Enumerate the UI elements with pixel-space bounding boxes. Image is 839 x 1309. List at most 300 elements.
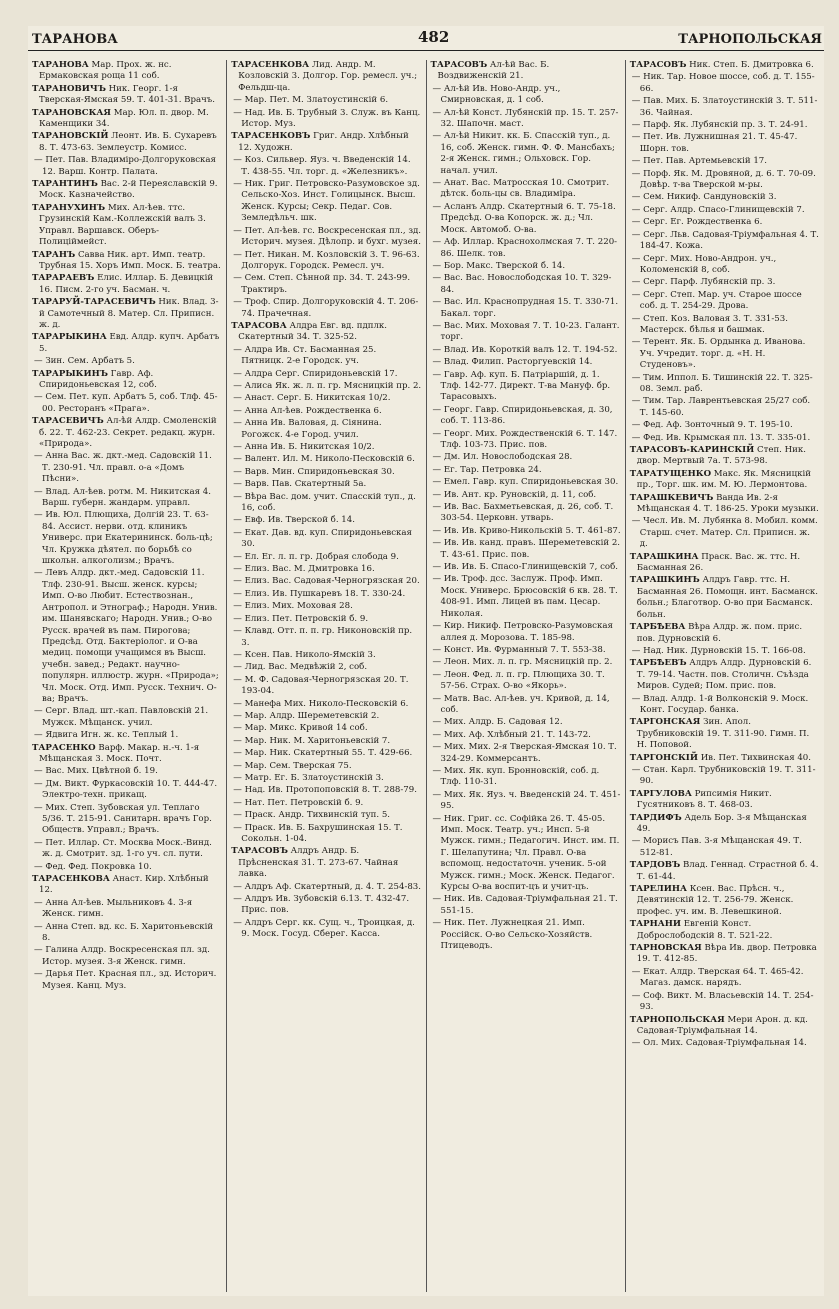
- directory-entry: [630, 884, 820, 918]
- directory-entry: [431, 84, 621, 107]
- entry-details: — Мих. Алдр. Б. Садовая 12.: [432, 717, 563, 728]
- entry-details: — Матв. Вас. Ал-ѣев. уч. Кривой, д. 14, соб.: [432, 693, 610, 715]
- entry-details: — Над. Ив. Протопоповскій 8. Т. 288-79.: [233, 785, 417, 796]
- entry-details: Ник. Георг. 1-я Тверская-Ямская 59. Т. 401-31. Врачъ.: [39, 83, 215, 106]
- entry-details: — Аф. Иллар. Краснохолмская 7. Т. 220-86. Шелк. тов.: [432, 237, 618, 259]
- entry-surname: ТАРАСЕНКОВА: [32, 874, 110, 885]
- entry-details: — Фед. Фед. Покровка 10.: [34, 861, 152, 872]
- directory-entry: [231, 894, 421, 917]
- directory-entry: [431, 790, 621, 813]
- entry-details: — Ив. Вас. Бахметьевская, д. 26, соб. Т. 303-54. Церковн. утварь.: [432, 502, 614, 524]
- entry-details: — Мих. Як. куп. Бронновскій, соб. д. Тлф. 110-31.: [432, 765, 600, 788]
- directory-entry: [431, 918, 621, 952]
- directory-entry: [231, 492, 421, 515]
- entry-details: Макс. Як. Мясницкій пр., Торг. шк. им. М. Ю. Лермонтова.: [636, 468, 812, 491]
- directory-entry: [231, 381, 421, 392]
- directory-entry: [630, 753, 820, 764]
- directory-entry: [231, 589, 421, 600]
- entry-surname: ТАРБѢЕВА: [629, 622, 686, 633]
- entry-details: — Алдръ Ив. Зубовскій 6.13. Т. 432-47. Прис. пов.: [233, 894, 410, 916]
- entry-details: — Праск. Андр. Тихвинскій туп. 5.: [233, 810, 391, 821]
- directory-entry: [630, 552, 820, 575]
- entry-details: — Порф. Як. М. Дровяной, д. 6. Т. 70-09. Довѣр. т-ва Тверской м-ры.: [631, 168, 816, 191]
- entry-details: Ксен. Вас. Прѣсн. ч., Девятинскій 12. Т. 256-79. Женск. профес. уч. им. В. Левешкиной.: [636, 884, 794, 917]
- entry-details: — Ник. Ив. Садовая-Тріумфальная 21. Т. 551-15.: [432, 894, 618, 916]
- directory-entry: [231, 131, 421, 154]
- directory-entry: [231, 369, 421, 380]
- directory-entry: [630, 493, 820, 516]
- entry-details: — Тим. Тар. Лаврентьевская 25/27 соб. Т. 145-60.: [631, 396, 811, 418]
- directory-entry: [630, 60, 820, 71]
- directory-entry: [431, 261, 621, 272]
- entry-details: Алдра Евг. вд. пдплк. Скатертный 34. Т. 325-52.: [238, 320, 388, 343]
- entry-details: — Ник. Пет. Лужнецкая 21. Имп. Россійск. О-во Сельско-Хозяйств. Птицеводъ.: [432, 918, 593, 952]
- entry-surname: ТАРДОВЪ: [629, 860, 681, 871]
- directory-entry: [231, 250, 421, 273]
- entry-details: Ник. Степ. Б. Дмитровка 6.: [689, 60, 814, 70]
- entry-details: — Варв. Мин. Спиридоньевская 30.: [233, 466, 395, 477]
- directory-entry: [32, 155, 222, 178]
- entry-surname: ТАРАРУЙ-ТАРАСЕВИЧЪ: [32, 297, 156, 308]
- entry-details: Анаст. Кир. Хлѣбный 12.: [39, 874, 209, 896]
- entry-details: — Георг. Гавр. Спиридоньевская, д. 30, соб. Т. 113-86.: [432, 404, 613, 427]
- entry-details: — Леон. Фед. л. п. гр. Плющиха 30. Т. 57-56. Страх. О-во «Якорь».: [432, 669, 605, 692]
- directory-entry: [231, 723, 421, 734]
- directory-entry: [231, 601, 421, 612]
- entry-details: Алдръ Гавр. ттс. Н. Басманная 26. Помощн. инт. Басманск. больн.; Благотвор. О-во при Басманск. больн.: [636, 575, 819, 620]
- entry-details: — Алдръ Аф. Скатертный, д. 4. Т. 254-83.: [233, 881, 422, 892]
- entry-details: — Серг. Алдр. Спасо-Глинищевскій 7.: [631, 204, 805, 215]
- entry-details: — Асланъ Алдр. Скатертный 6. Т. 75-18. Предсѣд. О-ва Копорск. ж. д.; Чл. Моск. Автомоб. О-ва.: [432, 201, 616, 235]
- entry-details: Лид. Андр. М. Козловскій 3. Долгор. Гор. ремесл. уч.; Фельдш-ца.: [238, 60, 418, 93]
- directory-entry: [630, 254, 820, 277]
- entry-surname: ТАРАСЕНКОВА: [231, 60, 310, 70]
- entry-details: — Дм. Викт. Фуркасовскій 10. Т. 444-47. Электро-техн. прикащ.: [34, 778, 218, 801]
- running-header: [28, 26, 824, 51]
- entry-details: — Ник. Григ. сс. Софійка 26. Т. 45-05. Имп. Моск. Театр. уч.; Инсп. 5-й Мужск. гимн.; Педагогич. Инст. им. П. Г. Шелапутина; Чл. Правл. О-ва вспомощ. недостаточн. ученик. 5-ой Мужск. гимн.; Моск. Женск. Педагог. Курсы О-ва воспит-цъ и учит-цъ.: [432, 813, 620, 893]
- entry-details: — Троф. Спир. Долгоруковскій 4. Т. 206-74. Прачечная.: [233, 297, 419, 319]
- entry-details: — Манефа Мих. Николо-Песковскій 6.: [233, 698, 409, 709]
- directory-entry: [231, 418, 421, 441]
- directory-entry: [630, 1015, 820, 1038]
- directory-entry: [32, 510, 222, 567]
- entry-details: Ив. Пет. Тихвинская 40.: [700, 752, 812, 763]
- directory-entry: [630, 290, 820, 313]
- directory-entry: [431, 694, 621, 717]
- directory-entry: [231, 442, 421, 453]
- directory-entry: [231, 564, 421, 575]
- directory-entry: [431, 742, 621, 765]
- entry-details: — Алдра Ив. Ст. Басманная 25. Пятницк. 2-е Городск. уч.: [233, 344, 377, 367]
- entry-surname: ТАРАСЕНКО: [32, 742, 96, 753]
- directory-entry: [231, 798, 421, 809]
- directory-entry: [431, 108, 621, 131]
- directory-entry: [231, 467, 421, 478]
- directory-entry: [231, 675, 421, 698]
- entry-surname: ТАРНОПОЛЬСКАЯ: [629, 1014, 725, 1025]
- directory-entry: [32, 922, 222, 945]
- entry-surname: ТАРАСОВЪ: [629, 60, 687, 70]
- directory-entry: [630, 469, 820, 492]
- directory-entry: [431, 477, 621, 488]
- directory-entry: [630, 860, 820, 883]
- column-3: [427, 60, 626, 1292]
- directory-entry: [431, 670, 621, 693]
- entry-details: — Пав. Мих. Б. Златоустинскій 3. Т. 511-36. Чайная.: [631, 96, 818, 118]
- directory-entry: [32, 568, 222, 705]
- directory-entry: [431, 766, 621, 789]
- entry-details: — Елиз. Ив. Пушкаревъ 18. Т. 330-24.: [233, 588, 406, 599]
- entry-surname: ТАРАТУЩЕНКО: [629, 468, 712, 479]
- entry-details: — Влад. Алдр. 1-й Волконскій 9. Моск. Конт. Государ. банка.: [631, 693, 809, 715]
- entry-details: — Вас. Вас. Новослободская 10. Т. 329-84.: [432, 273, 612, 295]
- entry-details: — Бор. Макс. Тверской б. 14.: [432, 260, 566, 271]
- entry-details: — Ксен. Пав. Николо-Ямскій 3.: [233, 649, 376, 660]
- directory-entry: [231, 393, 421, 404]
- entry-details: Савва Ник. арт. Имп. театр. Трубная 15. Хоръ Имп. Моск. Б. театра.: [39, 249, 221, 271]
- directory-entry: [431, 321, 621, 344]
- directory-entry: [32, 838, 222, 861]
- entry-details: — Конст. Ив. Фурманный 7. Т. 553-38.: [432, 644, 606, 655]
- entry-details: — Мар. Ник. М. Харитоньевскій 7.: [233, 735, 391, 746]
- directory-entry: [231, 882, 421, 893]
- entry-details: — Елиз. Мих. Моховая 28.: [233, 601, 353, 612]
- directory-entry: [231, 846, 421, 880]
- entry-details: — Клавд. Отт. п. п. гр. Никоновскій пр. 3.: [233, 626, 413, 648]
- directory-entry: [32, 779, 222, 802]
- directory-entry: [231, 761, 421, 772]
- entry-details: — Мих. Степ. Зубовская ул. Теплаго 5/36. Т. 215-91. Санитарн. врачъ Гор. Обществ. Управл.; Врачъ.: [34, 802, 212, 836]
- header-left-word: ТАРАНОВА: [32, 32, 118, 47]
- entry-details: — Коз. Сильвер. Яуз. ч. Введенскій 14. Т. 438-55. Чл. торг. д. «Железникъ».: [233, 155, 411, 177]
- entry-details: — Емел. Гавр. куп. Спиридоньевская 30.: [432, 477, 619, 488]
- entry-details: Ник. Влад. 3-й Самотечный 8. Матер. Сл. Приписн. ж. д.: [39, 297, 219, 330]
- entry-details: — Гавр. Аф. куп. Б. Патріаршій, д. 1. Тлф. 142-77. Директ. Т-ва Мануф. бр. Тарасовыхъ.: [432, 369, 611, 403]
- directory-entry: [431, 60, 621, 83]
- directory-entry: [32, 451, 222, 485]
- directory-entry: [630, 96, 820, 119]
- entry-details: — Мар. Микс. Кривой 14 соб.: [233, 723, 368, 734]
- entry-details: — Над. Ив. Б. Трубный 3. Служ. въ Канц. Истор. Муз.: [233, 107, 421, 130]
- directory-entry: [630, 337, 820, 371]
- entry-surname: ТАРБѢЕВЪ: [629, 658, 687, 669]
- entry-details: — Алиса Як. ж. л. п. гр. Мясницкій пр. 2.: [233, 380, 422, 391]
- entry-details: — Мар. Алдр. Шереметевскій 2.: [233, 710, 380, 721]
- directory-entry: [32, 84, 222, 107]
- entry-details: — Парф. Як. Лубянскій пр. 3. Т. 24-91.: [631, 120, 808, 131]
- directory-entry: [32, 332, 222, 355]
- entry-details: — Елиз. Вас. М. Дмитровка 16.: [233, 564, 375, 575]
- entry-details: Елис. Иллар. Б. Девицкій 16. Писм. 2-го уч. Басман. ч.: [39, 273, 214, 295]
- entry-details: Гавр. Аф. Спиридоньевская 12, соб.: [39, 368, 157, 390]
- directory-entry: [431, 131, 621, 177]
- directory-entry: [32, 487, 222, 510]
- entry-details: Ванда Ив. 2-я Мѣщанская 4. Т. 186-25. Уроки музыки.: [636, 492, 819, 515]
- entry-surname: ТАРАРЫКИНА: [32, 332, 107, 343]
- directory-entry: [630, 765, 820, 788]
- directory-entry: [431, 429, 621, 452]
- entry-details: — Алдръ Серг. кк. Сущ. ч., Троицкая, д. 9. Моск. Госуд. Сберег. Касса.: [233, 917, 415, 940]
- entry-details: — Мар. Ник. Скатертный 55. Т. 429-66.: [233, 748, 413, 759]
- directory-entry: [630, 919, 820, 942]
- entry-details: — Кир. Никиф. Петровско-Разумовская аллея д. Морозова. Т. 185-98.: [432, 621, 613, 643]
- entry-details: Ал-ѣй Алдр. Смоленскій б. 22. Т. 462-23. Секрет. редакц. журн. «Природа».: [39, 416, 217, 449]
- entry-surname: ТАРАНТИНЪ: [32, 179, 98, 190]
- entry-surname: ТАРАСЕВИЧЪ: [32, 416, 104, 427]
- entry-details: — Екат. Алдр. Тверская 64. Т. 465-42. Магаз. дамск. нарядъ.: [631, 966, 804, 989]
- entry-surname: ТАРАШКИНА: [629, 551, 699, 562]
- entry-details: — Анна Ал-ѣев. Рождественка 6.: [233, 405, 382, 416]
- entry-details: — Анна Ив. Валовая, д. Сіянина. Рогожск. 4-е Город. учил.: [233, 418, 382, 440]
- directory-entry: [630, 396, 820, 419]
- directory-entry: [231, 699, 421, 710]
- entry-details: — Ол. Мих. Садовая-Тріумфальная 14.: [631, 1038, 807, 1049]
- directory-entry: [431, 465, 621, 476]
- directory-entry: [431, 297, 621, 320]
- entry-details: — Варв. Пав. Скатертный 5а.: [233, 479, 367, 490]
- entry-details: — Серг. Степ. Мар. уч. Старое шоссе соб. д. Т. 254-29. Дрова.: [631, 289, 802, 312]
- directory-entry: [630, 694, 820, 717]
- directory-entry: [32, 416, 222, 450]
- header-right-word: ТАРНОПОЛЬСКАЯ: [678, 32, 822, 47]
- entry-details: Адель Бор. 3-я Мѣщанская 49.: [636, 812, 807, 834]
- entry-details: Мар. Прох. ж. нс. Ермаковская роща 11 соб.: [39, 60, 172, 82]
- column-4: [626, 60, 824, 1292]
- entry-details: — Ег. Тар. Петровка 24.: [432, 464, 542, 475]
- entry-details: — Мих. Як. Яуз. ч. Введенскій 24. Т. 451-95.: [432, 789, 621, 812]
- entry-surname: ТАРАСОВЪ: [231, 846, 288, 857]
- directory-entry: [231, 155, 421, 178]
- entry-details: Евд. Алдр. купч. Арбатъ 5.: [39, 332, 220, 354]
- directory-entry: [630, 72, 820, 95]
- directory-entry: [32, 969, 222, 992]
- entry-columns: [28, 60, 824, 1292]
- directory-entry: [231, 748, 421, 759]
- directory-entry: [630, 420, 820, 431]
- entry-surname: ТАРАНЪ: [32, 249, 76, 260]
- entry-details: — Вас. Мих. Моховая 7. Т. 10-23. Галант. торг.: [432, 320, 620, 343]
- directory-entry: [32, 356, 222, 367]
- directory-entry: [431, 178, 621, 201]
- directory-entry: [431, 452, 621, 463]
- directory-entry: [231, 626, 421, 649]
- directory-entry: [431, 574, 621, 620]
- entry-surname: ТАРГОНСКАЯ: [629, 717, 701, 728]
- directory-entry: [630, 373, 820, 396]
- entry-details: — Ал-ѣй Никит. кк. Б. Спасскій туп., д. 16, соб. Женск. гимн. Ф. Ф. Мансбахъ; 2-я Женск. гимн.; Ольховск. Гор. начал. учил.: [432, 131, 615, 176]
- entry-surname: ТАРНОВСКАЯ: [629, 943, 702, 954]
- directory-entry: [431, 645, 621, 656]
- directory-entry: [231, 515, 421, 526]
- directory-entry: [630, 622, 820, 645]
- directory-entry: [32, 297, 222, 331]
- entry-details: — Серг. Влад. шт.-кап. Павловскій 21. Мужск. Мѣщанск. учил.: [34, 706, 209, 728]
- entry-details: — Ел. Ег. л. п. гр. Добрая слобода 9.: [233, 551, 399, 562]
- directory-entry: [630, 230, 820, 253]
- entry-surname: ТАРАШКИНЪ: [629, 575, 700, 586]
- directory-entry: [630, 967, 820, 990]
- entry-details: — Зин. Сем. Арбатъ 5.: [34, 356, 135, 367]
- entry-details: — Ядвига Игн. ж. кс. Теплый 1.: [34, 730, 179, 741]
- entry-surname: ТАРАНОВА: [32, 60, 89, 70]
- entry-details: — Ник. Тар. Новое шоссе, соб. д. Т. 155-66.: [631, 72, 815, 94]
- entry-details: — Серг. Мих. Ново-Андрон. уч., Коломенскій 8, соб.: [631, 253, 777, 275]
- directory-entry: [231, 321, 421, 344]
- entry-surname: ТАРАШКЕВИЧЪ: [629, 492, 714, 503]
- directory-entry: [231, 711, 421, 722]
- entry-details: — Ив. Ант. кр. Руновскій, д. 11, соб.: [432, 489, 597, 500]
- entry-details: Алдръ Алдр. Дурновскій 6. Т. 79-14. Частн. пов. Столичн. Съѣзда Миров. Судей; Пом. прис. пов.: [636, 658, 812, 692]
- entry-details: Ал-ѣй Вас. Б. Воздвиженскій 21.: [437, 60, 550, 82]
- directory-entry: [231, 528, 421, 551]
- directory-entry: [231, 108, 421, 131]
- directory-entry: [630, 120, 820, 131]
- entry-surname: ТАРАРЫКИНЪ: [32, 368, 108, 379]
- entry-details: Степ. Ник. двор. Мертвый 7а. Т. 573-98.: [636, 445, 806, 467]
- directory-entry: [231, 406, 421, 417]
- entry-details: — Левъ Алдр. дкт.-мед. Садовскій 11. Тлф. 230-91. Высш. женск. курсы; Имп. О-во Любит. Естествознан., Антропол. и Этнограф.; Народн. Унив. им. Шанявскаго; Народн. Унив.; О-во Русск. врачей въ пам. Пирогова; Предсѣд. Отд. Бактеріолог. и О-ва медиц. помощи учащимся въ Высш. учебн. завед.; Редакт. научно-популярн. иллюстр. журн. «Природа»; Чл. Моск. Отд. Имп. Русск. Технич. О-ва; Врачъ.: [34, 568, 219, 704]
- entry-details: — Мар. Сем. Тверская 75.: [233, 760, 352, 771]
- entry-details: — Серг. Льв. Садовая-Тріумфальная 4. Т. 184-47. Кожа.: [631, 229, 819, 252]
- entry-details: — Вас. Мих. Цвѣтной б. 19.: [34, 766, 158, 777]
- directory-entry: [630, 813, 820, 836]
- entry-details: — Серг. Ег. Рождественка 6.: [631, 217, 763, 228]
- entry-surname: ТАРАНУХИНЪ: [32, 202, 106, 213]
- entry-details: — Ив. Троф. дсс. Заслуж. Проф. Имп. Моск. Универс. Брюсовскій 6 кв. 28. Т. 408-91. Имп. Лицей въ пам. Цесар. Николая.: [432, 574, 618, 619]
- entry-surname: ТАРАНОВСКІЙ: [32, 131, 109, 142]
- entry-details: — Евф. Ив. Тверской б. 14.: [233, 515, 355, 526]
- entry-details: — Фед. Ив. Крымская пл. 13. Т. 335-01.: [631, 432, 811, 443]
- directory-entry: [231, 297, 421, 320]
- entry-surname: ТАРАСЕНКОВЪ: [231, 131, 311, 142]
- directory-entry: [431, 502, 621, 525]
- directory-entry: [231, 60, 421, 94]
- entry-details: — Вас. Ил. Краснопрудная 15. Т. 330-71. Бакал. торг.: [432, 297, 619, 319]
- entry-details: — Сем. Пет. куп. Арбатъ 5, соб. Тлф. 45-00. Ресторанъ «Прага».: [34, 392, 218, 414]
- page-number: 482: [418, 28, 450, 46]
- entry-details: — Серг. Парф. Лубянскій пр. 3.: [631, 277, 776, 288]
- directory-entry: [231, 810, 421, 821]
- directory-entry: [630, 658, 820, 692]
- entry-details: — Анат. Вас. Матросская 10. Смотрит. дѣтск. боль-цы св. Владиміра.: [432, 178, 610, 200]
- directory-entry: [630, 991, 820, 1014]
- directory-entry: [431, 405, 621, 428]
- directory-entry: [231, 273, 421, 296]
- directory-entry: [32, 179, 222, 202]
- entry-details: — Дарья Пет. Красная пл., зд. Историч. Музея. Канц. Муз.: [34, 969, 217, 991]
- entry-details: — Над. Ник. Дурновскій 15. Т. 166-08.: [631, 645, 806, 656]
- directory-entry: [231, 823, 421, 846]
- directory-entry: [630, 314, 820, 337]
- directory-entry: [231, 773, 421, 784]
- entry-details: — Дм. Ил. Новослободская 28.: [432, 452, 573, 463]
- entry-details: — Анна Ив. Б. Никитская 10/2.: [233, 442, 375, 452]
- directory-entry: [231, 662, 421, 673]
- entry-details: — Анна Ал-ѣев. Мыльниковъ 4. 3-я Женск. гимн.: [34, 897, 193, 920]
- entry-details: — М. Ф. Садовая-Черногрязская 20. Т. 193-04.: [233, 674, 409, 697]
- directory-entry: [231, 576, 421, 587]
- entry-details: — Ив. Ив. канд. правъ. Шереметевскій 2. Т. 43-61. Прис. пов.: [432, 538, 621, 560]
- directory-entry: [431, 273, 621, 296]
- column-1: [28, 60, 227, 1292]
- directory-entry: [32, 392, 222, 415]
- entry-details: Мар. Юл. п. двор. М. Каменщики 34.: [39, 107, 209, 130]
- directory-entry: [32, 945, 222, 968]
- directory-entry: [231, 614, 421, 625]
- entry-details: — Ив. Ив. Б. Спасо-Глинищевскій 7, соб.: [432, 562, 618, 573]
- entry-details: — Ник. Григ. Петровско-Разумовское зд. Сельско-Хоз. Инст. Голицынск. Высш. Женск. Курсы; Секр. Педаг. Сов. Земледѣльч. шк.: [233, 179, 420, 224]
- directory-entry: [431, 202, 621, 236]
- directory-entry: [630, 646, 820, 657]
- entry-details: Рипсимія Никит. Гусятниковъ 8. Т. 468-03.: [636, 788, 772, 811]
- directory-entry: [630, 132, 820, 155]
- directory-entry: [32, 766, 222, 777]
- entry-details: Праск. Вас. ж. ттс. Н. Басманная 26.: [636, 551, 801, 574]
- directory-entry: [630, 575, 820, 621]
- entry-details: — Ал-ѣй Ив. Ново-Андр. уч., Смирновская, д. 1 соб.: [432, 83, 561, 106]
- entry-details: — Мих. Аф. Хлѣбный 21. Т. 143-72.: [432, 729, 591, 740]
- directory-entry: [32, 60, 222, 83]
- directory-entry: [431, 730, 621, 741]
- entry-details: Евгеній Конст. Доброслободскій 8. Т. 521-22.: [636, 919, 773, 941]
- entry-details: — Нат. Пет. Петровскій б. 9.: [233, 797, 364, 808]
- directory-entry: [630, 943, 820, 966]
- directory-entry: [630, 205, 820, 216]
- entry-details: — Соф. Викт. М. Власьевскій 14. Т. 254-93.: [631, 990, 814, 1013]
- entry-surname: ТАРАСОВЪ: [430, 60, 488, 70]
- entry-details: — Леон. Мих. л. п. гр. Мясницкій пр. 2.: [432, 657, 613, 668]
- directory-entry: [32, 203, 222, 249]
- entry-details: — Мар. Пет. М. Златоустинскій 6.: [233, 95, 389, 106]
- entry-details: — Стан. Карл. Трубниковскій 19. Т. 311-90.: [631, 764, 816, 787]
- entry-details: — Ал-ѣй Конст. Лубянскій пр. 15. Т. 257-32. Шапочн. маст.: [432, 107, 619, 130]
- entry-surname: ТАРНАНИ: [629, 919, 681, 930]
- directory-entry: [630, 433, 820, 444]
- entry-surname: ТАРАНОВСКАЯ: [32, 107, 111, 118]
- entry-surname: ТАРГОНСКІЙ: [629, 752, 698, 763]
- directory-entry: [231, 736, 421, 747]
- directory-entry: [431, 814, 621, 894]
- directory-entry: [32, 273, 222, 296]
- entry-details: Мих. Ал-ѣев. ттс. Грузинскій Кам.-Коллежскій валъ 3. Управл. Варшавск. Оберъ-Полиціймейст.: [39, 202, 206, 248]
- directory-entry: [231, 479, 421, 490]
- entry-details: Вѣра Алдр. ж. пом. прис. пов. Дурновскій 6.: [636, 622, 803, 644]
- directory-entry: [431, 562, 621, 573]
- entry-details: Вѣра Ив. двор. Петровка 19. Т. 412-85.: [636, 943, 817, 965]
- directory-entry: [630, 1038, 820, 1049]
- entry-details: — Терент. Як. Б. Ордынка д. Иванова. Уч. Учредит. торг. д. «Н. Н. Студеновъ».: [631, 337, 806, 371]
- entry-details: Зин. Апол. Трубниковскій 19. Т. 311-90. Гимн. П. Н. Поповой.: [636, 717, 810, 751]
- entry-details: Леонт. Ив. Б. Сухаревъ 8. Т. 473-63. Землеустр. Комисс.: [39, 131, 217, 153]
- entry-details: — Лид. Вас. Медвѣжій 2, соб.: [233, 662, 368, 673]
- entry-details: — Анна Степ. вд. кс. Б. Харитоньевскій 8.: [34, 921, 214, 944]
- entry-details: — Матр. Ег. Б. Златоустинскій 3.: [233, 772, 384, 783]
- directory-entry: [630, 789, 820, 812]
- entry-details: — Сем. Степ. Сѣнной пр. 34. Т. 243-99. Трактиръ.: [233, 273, 411, 295]
- directory-entry: [431, 370, 621, 404]
- directory-entry: [32, 743, 222, 766]
- directory-entry: [231, 345, 421, 368]
- directory-entry: [431, 345, 621, 356]
- entry-details: — Пет. Иллар. Ст. Москва Моск.-Винд. ж. д. Смотрит. зд. 1-го уч. сл. пути.: [34, 837, 212, 860]
- directory-entry: [630, 717, 820, 751]
- entry-details: — Алдра Серг. Спиридоньевскій 17.: [233, 368, 398, 379]
- entry-surname: ТАРЕЛИНА: [629, 884, 687, 895]
- entry-details: — Чесл. Ив. М. Лубянка 8. Мобил. комм. Старш. счет. Матер. Сл. Приписн. ж. д.: [631, 516, 818, 550]
- directory-entry: [32, 898, 222, 921]
- entry-details: — Сем. Никиф. Сандуновскій 3.: [631, 192, 777, 203]
- directory-entry: [32, 862, 222, 873]
